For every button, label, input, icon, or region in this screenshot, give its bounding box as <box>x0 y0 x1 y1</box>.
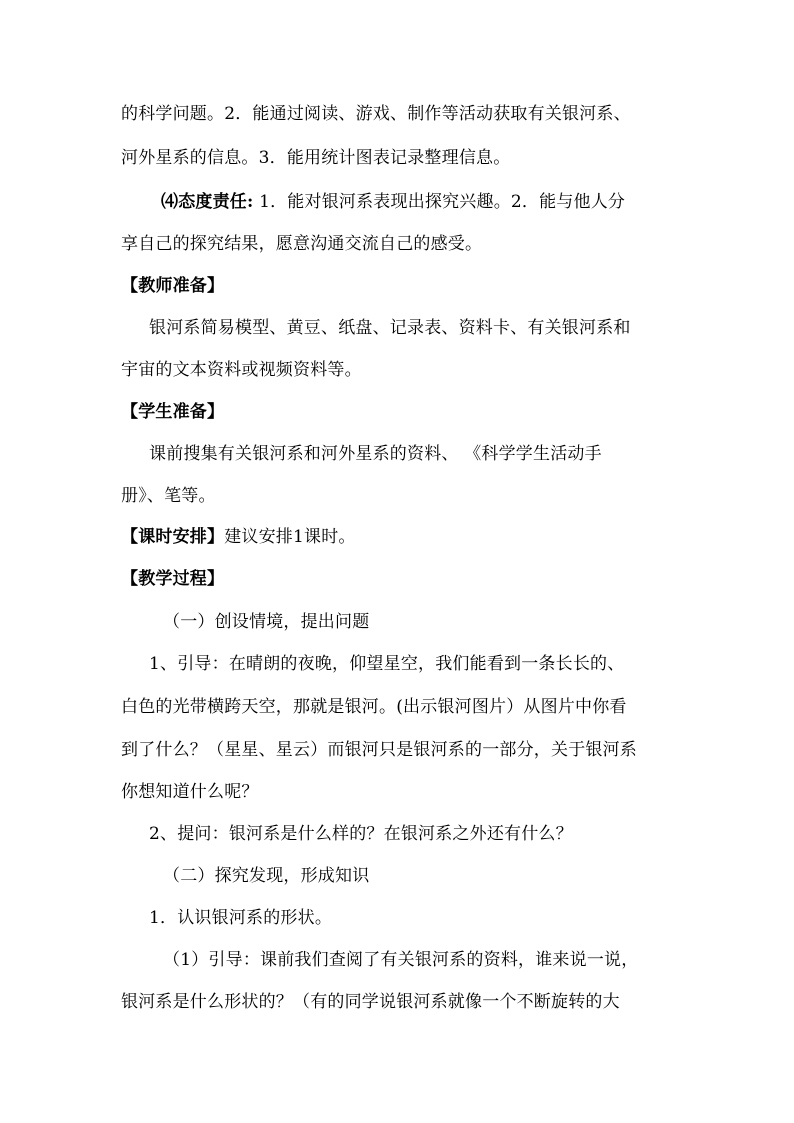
paragraph-line: 宇宙的文本资料或视频资料等。 <box>121 360 362 380</box>
attitude-text: 1．能对银河系表现出探究兴趣。2．能与他人分 <box>259 192 626 212</box>
attitude-colon: : <box>247 192 254 212</box>
paragraph-line: 河外星系的信息。3．能用统计图表记录整理信息。 <box>121 148 511 168</box>
section-heading-schedule: 【课时安排】 <box>121 527 225 547</box>
subheading-line: （二）探究发现，形成知识 <box>163 866 370 886</box>
paragraph-line: 册》、笔等。 <box>121 486 216 506</box>
paragraph-line: 到了什么？（星星、星云）而银河只是银河系的一部分，关于银河系 <box>121 740 637 760</box>
schedule-line <box>121 527 356 547</box>
attitude-line <box>161 192 625 212</box>
attitude-label: ⑷态度责任 <box>161 192 247 212</box>
paragraph-line: 1．认识银河系的形状。 <box>149 908 333 928</box>
document-page <box>121 0 681 1123</box>
schedule-text: 建议安排1课时。 <box>224 527 356 547</box>
paragraph-line: 银河系是什么形状的？（有的同学说银河系就像一个不断旋转的大 <box>121 992 620 1012</box>
paragraph-line: 你想知道什么呢？ <box>121 782 259 802</box>
paragraph-line: 享自己的探究结果，愿意沟通交流自己的感受。 <box>121 234 483 254</box>
paragraph-line: 2、提问：银河系是什么样的？在银河系之外还有什么？ <box>149 824 573 844</box>
section-heading-teacher-prep: 【教师准备】 <box>121 276 225 296</box>
paragraph-line: 银河系简易模型、黄豆、纸盘、记录表、资料卡、有关银河系和 <box>149 318 631 338</box>
subheading-line: （一）创设情境，提出问题 <box>163 612 370 632</box>
section-heading-process: 【教学过程】 <box>121 569 225 589</box>
section-heading-student-prep: 【学生准备】 <box>121 402 225 422</box>
paragraph-line: 课前搜集有关银河系和河外星系的资料、 《科学学生活动手 <box>149 444 602 464</box>
paragraph-line: 1、引导：在晴朗的夜晚，仰望星空，我们能看到一条长长的、 <box>149 654 625 674</box>
paragraph-line: 白色的光带横跨天空，那就是银河。(出示银河图片）从图片中你看 <box>121 697 627 717</box>
paragraph-line: （1）引导：课前我们查阅了有关银河系的资料，谁来说一说， <box>163 950 639 970</box>
paragraph-line: 的科学问题。2．能通过阅读、游戏、制作等活动获取有关银河系、 <box>121 104 631 124</box>
